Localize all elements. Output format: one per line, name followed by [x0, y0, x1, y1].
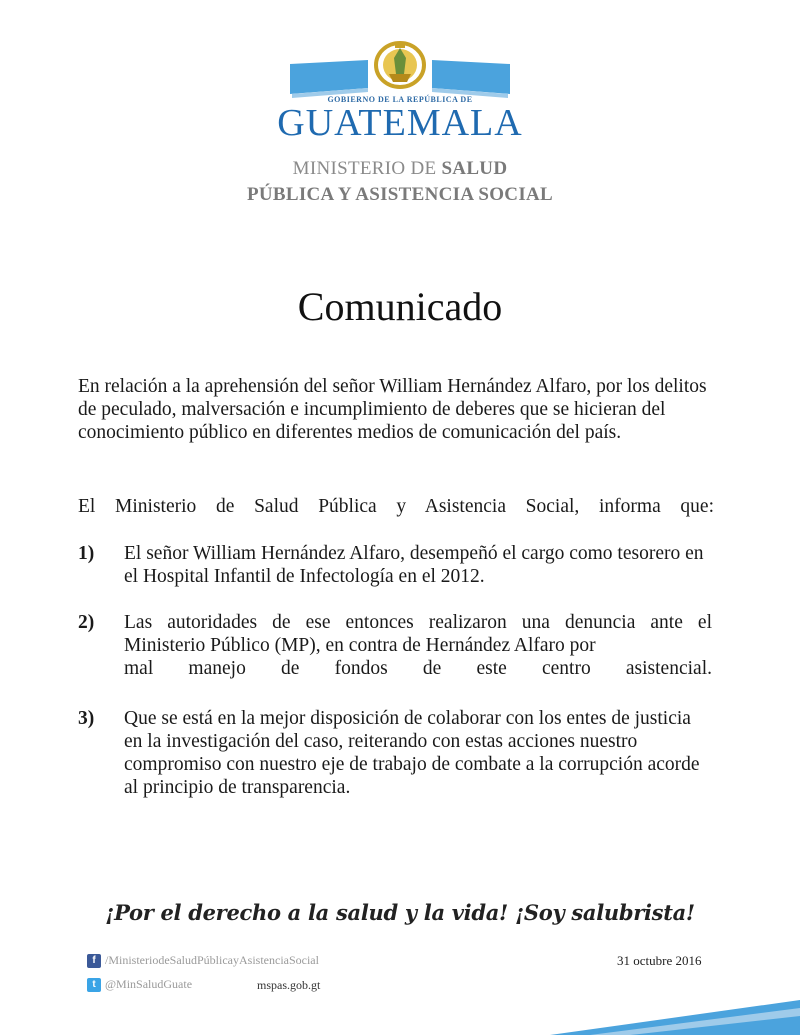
- item-text-line: mal manejo de fondos de este centro asistencial.: [124, 658, 712, 679]
- date-label: 31 octubre 2016: [617, 953, 702, 968]
- facebook-icon: f: [87, 954, 101, 968]
- facebook-handle: /MinisteriodeSaludPúblicayAsistenciaSocial: [105, 953, 319, 967]
- corner-flag-icon: [550, 1000, 800, 1035]
- ministry-prefix: MINISTERIO DE: [292, 158, 442, 179]
- slogan: ¡Por el derecho a la salud y la vida! ¡Soy salubrista!: [105, 900, 695, 925]
- informa-paragraph: El Ministerio de Salud Pública y Asistencia Social, informa que:: [78, 496, 714, 517]
- twitter-link[interactable]: [87, 977, 192, 992]
- page-title: Comunicado: [297, 284, 503, 329]
- ministry-salud: SALUD: [441, 158, 508, 179]
- facebook-link[interactable]: [87, 953, 319, 968]
- item-number: 2): [78, 612, 95, 633]
- item-number: 1): [78, 543, 95, 564]
- header-logo: [0, 0, 800, 215]
- intro-paragraph: En relación a la aprehensión del señor William Hernández Alfaro, por los delitos de peculado, malversación e incumplimiento de deberes que se hicieran del conocimiento público en diferentes medios de comunicación del país.: [78, 376, 707, 443]
- item-number: 3): [78, 708, 95, 729]
- country-name: GUATEMALA: [277, 102, 523, 144]
- gobierno-label: GOBIERNO DE LA REPÚBLICA DE: [327, 95, 473, 104]
- item-text: Que se está en la mejor disposición de colaborar con los entes de justicia en la investigación del caso, reiterando con estas acciones nuestro compromiso con nuestro eje de trabajo de combate a la corrupción acorde al principio de transparencia.: [124, 708, 700, 798]
- ministry-asistencia: ASISTENCIA SOCIAL: [355, 184, 554, 205]
- twitter-icon: t: [87, 978, 101, 992]
- item-text: El señor William Hernández Alfaro, desempeñó el cargo como tesorero en el Hospital Infantil de Infectología en el 2012.: [124, 543, 704, 587]
- item-text: [124, 611, 712, 680]
- ministry-line-1: [0, 158, 800, 180]
- ministry-line-2: [0, 184, 800, 206]
- website-link[interactable]: mspas.gob.gt: [257, 978, 321, 992]
- item-text-line: Las autoridades de ese entonces realizaron una denuncia ante el: [124, 612, 712, 633]
- coat-of-arms-icon: [371, 36, 429, 90]
- ministry-publica: PÚBLICA Y: [246, 184, 356, 205]
- twitter-handle: @MinSaludGuate: [105, 977, 193, 991]
- item-text-line: Ministerio Público (MP), en contra de Hernández Alfaro por: [124, 635, 596, 656]
